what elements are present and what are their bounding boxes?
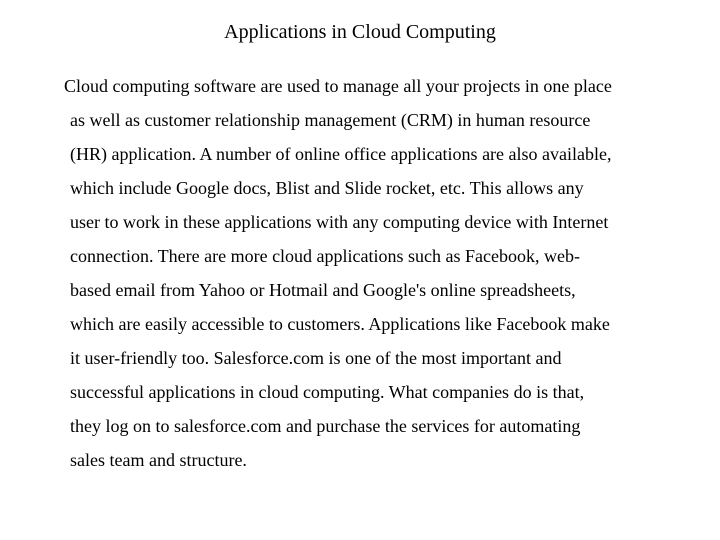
paragraph-line: Cloud computing software are used to manage all your projects in one place	[64, 76, 612, 96]
paragraph-line: they log on to salesforce.com and purchase the services for automating	[70, 416, 581, 436]
paragraph-line: successful applications in cloud computing. What companies do is that,	[70, 382, 585, 402]
paragraph-line: sales team and structure.	[70, 450, 247, 470]
paragraph-line: which include Google docs, Blist and Slide rocket, etc. This allows any	[70, 178, 584, 198]
paragraph-line: based email from Yahoo or Hotmail and Google's online spreadsheets,	[70, 280, 576, 300]
paragraph-line: user to work in these applications with any computing device with Internet	[70, 212, 609, 232]
paragraph-line: which are easily accessible to customers. Applications like Facebook make	[70, 314, 610, 334]
paragraph-line: it user-friendly too. Salesforce.com is one of the most important and	[70, 348, 562, 368]
paragraph-line: as well as customer relationship management (CRM) in human resource	[70, 110, 591, 130]
paragraph-line: connection. There are more cloud applications such as Facebook, web-	[70, 246, 580, 266]
slide-title: Applications in Cloud Computing	[224, 21, 496, 43]
paragraph-line: (HR) application. A number of online office applications are also available,	[70, 144, 612, 164]
